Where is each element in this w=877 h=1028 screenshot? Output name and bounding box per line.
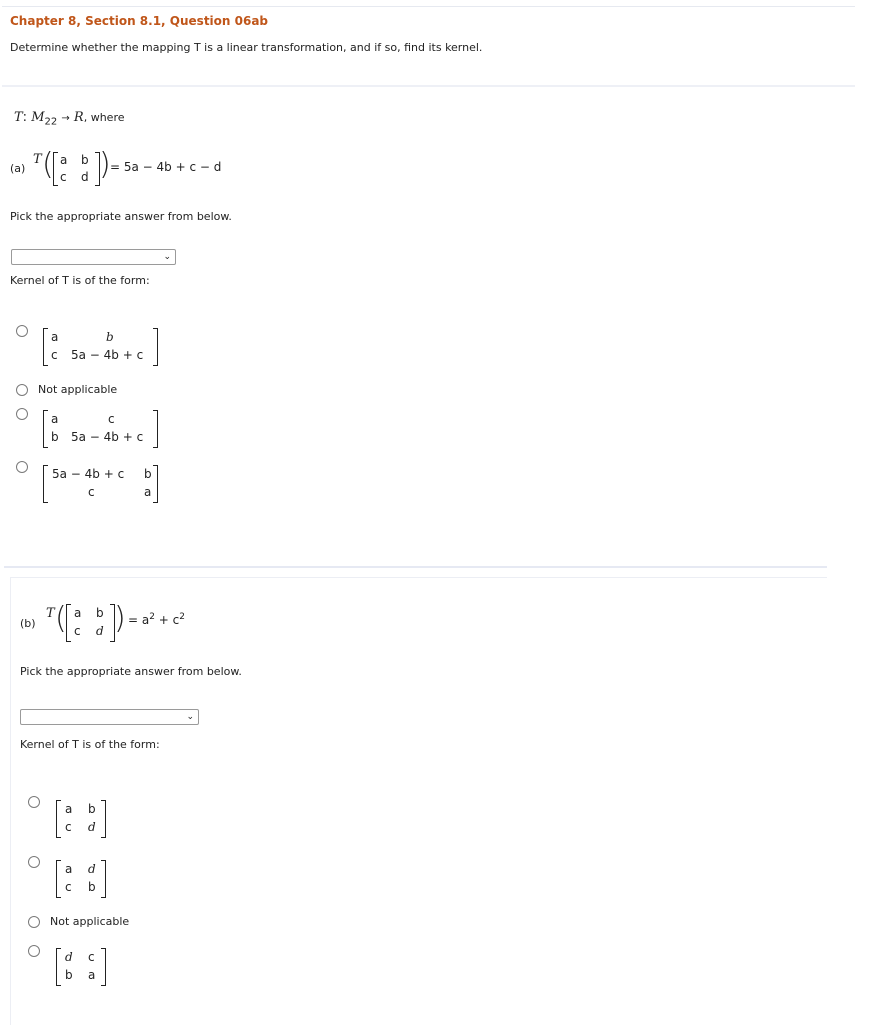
part-a-option-2-radio[interactable]	[16, 384, 28, 396]
part-b-option-3-text: Not applicable	[50, 915, 130, 928]
part-a-rhs: = 5a − 4b + c − d	[110, 160, 222, 174]
matrix-cell: c	[88, 485, 95, 499]
part-b-option-3-radio[interactable]	[28, 916, 40, 928]
part-a-option-2-text: Not applicable	[38, 383, 118, 396]
matrix-cell: a	[65, 802, 73, 816]
part-a-option-4-matrix	[43, 465, 158, 503]
matrix-cell: b	[88, 880, 96, 894]
question-instruction: Determine whether the mapping T is a linear transformation, and if so, find its kernel.	[10, 41, 483, 54]
matrix-cell: 5a − 4b + c	[71, 348, 144, 362]
matrix-cell: c	[88, 950, 95, 964]
part-b-pick-prompt: Pick the appropriate answer from below.	[20, 665, 242, 678]
part-b-option-1-radio[interactable]	[28, 796, 40, 808]
def-domain: M	[31, 110, 45, 125]
matrix-cell: a	[144, 485, 152, 499]
mapping-definition	[14, 110, 125, 128]
rhs-mid: + c	[154, 613, 180, 627]
def-colon: :	[22, 110, 28, 125]
matrix-cell: c	[51, 348, 58, 362]
matrix-cell: a	[88, 968, 96, 982]
matrix-cell: b	[51, 430, 59, 444]
matrix-cell: d	[65, 950, 73, 964]
rhs-exp-2: 2	[179, 612, 185, 622]
part-a-option-3-radio[interactable]	[16, 408, 28, 420]
part-b-answer-select[interactable]	[20, 709, 199, 725]
part-b-kernel-prompt: Kernel of T is of the form:	[20, 738, 160, 751]
part-b-rhs	[128, 612, 185, 627]
part-a-T: T	[33, 152, 42, 167]
part-a-pick-prompt: Pick the appropriate answer from below.	[10, 210, 232, 223]
part-a-matrix	[53, 152, 100, 186]
def-codomain: R	[73, 110, 84, 125]
part-a-label: (a)	[10, 162, 26, 175]
matrix-cell: 5a − 4b + c	[52, 467, 125, 481]
part-b-option-1-matrix	[56, 800, 106, 838]
matrix-cell: a	[51, 330, 59, 344]
def-arrow: →	[61, 113, 70, 124]
part-a-option-1-radio[interactable]	[16, 325, 28, 337]
rhs-prefix: = a	[128, 613, 150, 627]
matrix-cell: d	[88, 862, 96, 876]
matrix-cell: c	[65, 880, 72, 894]
part-b-T: T	[46, 606, 55, 621]
matrix-cell: b	[96, 606, 104, 620]
part-b-option-4-radio[interactable]	[28, 945, 40, 957]
matrix-cell: a	[51, 412, 59, 426]
matrix-cell: b	[88, 802, 96, 816]
part-b-option-4-matrix	[56, 948, 106, 986]
matrix-cell: a	[60, 153, 68, 167]
rhs-exp-1: 2	[149, 612, 155, 622]
matrix-cell: c	[60, 170, 67, 184]
matrix-cell: d	[96, 624, 104, 638]
matrix-cell: c	[74, 624, 81, 638]
def-where: , where	[83, 111, 125, 124]
part-b-panel	[10, 577, 827, 1025]
matrix-cell: b	[106, 330, 114, 344]
part-a-option-1-matrix	[43, 328, 158, 366]
matrix-cell: b	[144, 467, 152, 481]
matrix-cell: d	[81, 170, 89, 184]
part-a-rparen: )	[99, 147, 111, 182]
part-b-lparen: (	[55, 601, 67, 636]
def-domain-sub: 22	[44, 116, 58, 128]
matrix-cell: 5a − 4b + c	[71, 430, 144, 444]
matrix-cell: c	[108, 412, 115, 426]
matrix-cell: c	[65, 820, 72, 834]
chevron-down-icon: ⌄	[186, 712, 194, 722]
matrix-cell: a	[74, 606, 82, 620]
matrix-cell: d	[88, 820, 96, 834]
part-a-option-3-matrix	[43, 410, 158, 448]
matrix-cell: b	[81, 153, 89, 167]
part-a-kernel-prompt: Kernel of T is of the form:	[10, 274, 150, 287]
def-T: T	[14, 110, 23, 125]
part-b-option-2-matrix	[56, 860, 106, 898]
part-b-rparen: )	[114, 601, 126, 636]
question-title: Chapter 8, Section 8.1, Question 06ab	[10, 14, 269, 28]
part-a-lparen: (	[42, 147, 54, 182]
part-a-answer-select[interactable]	[11, 249, 176, 265]
matrix-cell: b	[65, 968, 73, 982]
part-a-option-4-radio[interactable]	[16, 461, 28, 473]
part-b-label: (b)	[20, 617, 36, 630]
matrix-cell: a	[65, 862, 73, 876]
part-b-option-2-radio[interactable]	[28, 856, 40, 868]
chevron-down-icon: ⌄	[163, 252, 171, 262]
part-b-matrix	[66, 604, 115, 642]
